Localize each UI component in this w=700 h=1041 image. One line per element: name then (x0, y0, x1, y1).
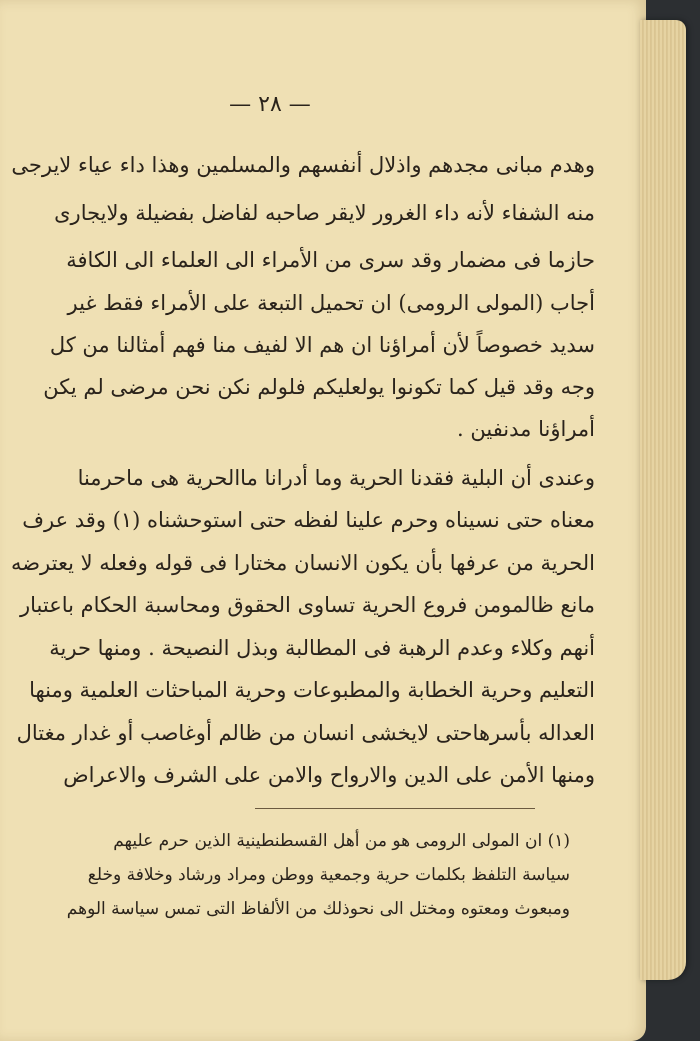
body-line: وجه وقد قيل كما تكونوا يولعليكم فلولم نكن نحن مرضى لم يكن (43, 375, 595, 399)
body-line: التعليم وحرية الخطابة والمطبوعات وحرية المباحثات العلمية ومنها (29, 678, 595, 702)
body-line: أمراؤنا مدنفين . (457, 417, 595, 441)
body-line: وهدم مبانى مجدهم واذلال أنفسهم والمسلمين وهذا داء عياء لايرجى (11, 153, 595, 177)
body-line: حازما فى مضمار وقد سرى من الأمراء الى العلماء الى الكافة (66, 248, 595, 272)
body-line: معناه حتى نسيناه وحرم علينا لفظه حتى استوحشناه (١) وقد عرف (22, 508, 595, 532)
page-edges (640, 20, 686, 980)
body-line: أنهم وكلاء وعدم الرهبة فى المطالبة وبذل النصيحة . ومنها حرية (49, 636, 595, 660)
footnote-line: (١) ان المولى الرومى هو من أهل القسطنطينية الذين حرم عليهم (113, 831, 570, 851)
body-line: مانع ظالمومن فروع الحرية تساوى الحقوق ومحاسبة الحكام باعتبار (20, 593, 595, 617)
body-line: منه الشفاء لأنه داء الغرور لايقر صاحبه لفاضل بفضيلة ولايجارى (54, 201, 595, 225)
page-number: — ٢٨ — (229, 92, 311, 117)
body-line: الحرية من عرفها بأن يكون الانسان مختارا فى قوله وفعله لا يعترضه (10, 551, 595, 575)
body-line: ومنها الأمن على الدين والارواح والامن على الشرف والاعراض (63, 763, 595, 787)
body-line: سديد خصوصاً لأن أمراؤنا ان هم الا لفيف منا فهم أمثالنا من كل (49, 333, 595, 357)
footnote-divider (255, 808, 535, 809)
body-line: وعندى أن البلية فقدنا الحرية وما أدرانا ماالحرية هى ماحرمنا (77, 466, 595, 490)
footnote-line: سياسة التلفظ بكلمات حرية وجمعية ووطن ومراد ورشاد وخلافة وخلع (87, 865, 570, 885)
footnote-line: ومبعوث ومعتوه ومختل الى نحوذلك من الألفاظ التى تمس سياسة الوهم (66, 899, 570, 919)
body-line: أجاب (المولى الرومى) ان تحميل التبعة على الأمراء فقط غير (67, 291, 595, 315)
body-line: العداله بأسرهاحتى لايخشى انسان من ظالم أوغاصب أو غدار مغتال (16, 721, 595, 745)
